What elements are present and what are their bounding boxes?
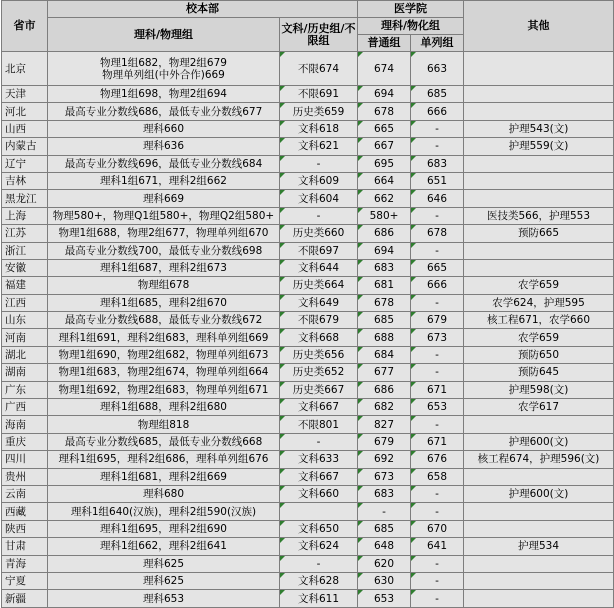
table-row — [2, 572, 614, 589]
province-cell: 江苏 — [2, 225, 48, 242]
province-header: 省市 — [2, 1, 48, 52]
province-cell: 安徽 — [2, 259, 48, 276]
table-row — [2, 468, 614, 485]
single-group-cell: - — [411, 346, 464, 363]
table-row — [2, 155, 614, 172]
general-group-cell: 678 — [358, 103, 411, 120]
other-score-cell: 农学617 — [464, 399, 614, 416]
other-score-cell — [464, 155, 614, 172]
province-cell: 广东 — [2, 381, 48, 398]
science-score-cell: 理科660 — [48, 120, 280, 137]
general-group-cell: 686 — [358, 225, 411, 242]
other-score-cell: 护理598(文) — [464, 381, 614, 398]
table-row — [2, 225, 614, 242]
medical-school-header: 医学院 — [358, 1, 464, 18]
science-score-cell: 物理组678 — [48, 277, 280, 294]
arts-score-cell — [280, 503, 358, 520]
table-row — [2, 172, 614, 189]
science-score-cell: 物理1组688，物理2组677，物理单列组670 — [48, 225, 280, 242]
other-score-cell: 医技类566，护理553 — [464, 207, 614, 224]
table-row — [2, 277, 614, 294]
general-group-cell: 695 — [358, 155, 411, 172]
general-group-cell: 686 — [358, 381, 411, 398]
other-score-cell: 预防650 — [464, 346, 614, 363]
table-row — [2, 242, 614, 259]
general-group-cell: 674 — [358, 52, 411, 86]
science-score-cell: 理科1组671，理科2组662 — [48, 172, 280, 189]
other-score-cell: 核工程671，农学660 — [464, 312, 614, 329]
general-group-cell: 683 — [358, 485, 411, 502]
arts-score-cell: 文科668 — [280, 329, 358, 346]
table-body — [2, 52, 614, 608]
other-header: 其他 — [464, 1, 614, 52]
province-cell: 浙江 — [2, 242, 48, 259]
other-score-cell — [464, 520, 614, 537]
province-cell: 云南 — [2, 485, 48, 502]
table-row — [2, 120, 614, 137]
other-score-cell: 护理559(文) — [464, 138, 614, 155]
science-score-cell: 理科1组695，理科2组686，理科单列组676 — [48, 451, 280, 468]
science-score-cell: 理科1组662，理科2组641 — [48, 538, 280, 555]
general-group-cell: 678 — [358, 294, 411, 311]
general-group-cell: 677 — [358, 364, 411, 381]
table-row — [2, 190, 614, 207]
other-score-cell — [464, 468, 614, 485]
single-group-cell: - — [411, 207, 464, 224]
arts-score-cell: 历史类667 — [280, 381, 358, 398]
single-group-header: 单列组 — [411, 35, 464, 52]
single-group-cell: 676 — [411, 451, 464, 468]
table-row — [2, 416, 614, 433]
science-score-cell: 物理1组683，物理2组674，物理单列组664 — [48, 364, 280, 381]
arts-score-cell: 文科621 — [280, 138, 358, 155]
other-score-cell — [464, 242, 614, 259]
general-group-cell: 664 — [358, 172, 411, 189]
other-score-cell — [464, 103, 614, 120]
science-score-cell: 理科653 — [48, 590, 280, 607]
science-score-cell: 理科1组688，理科2组680 — [48, 399, 280, 416]
province-cell: 陕西 — [2, 520, 48, 537]
general-group-cell: 694 — [358, 86, 411, 103]
table-row — [2, 86, 614, 103]
general-group-cell: - — [358, 503, 411, 520]
table-row — [2, 364, 614, 381]
single-group-cell: 658 — [411, 468, 464, 485]
other-score-cell: 农学659 — [464, 277, 614, 294]
science-score-cell: 最高专业分数线700，最低专业分数线698 — [48, 242, 280, 259]
arts-score-cell: 历史类664 — [280, 277, 358, 294]
single-group-cell: 666 — [411, 277, 464, 294]
arts-score-cell: 文科611 — [280, 590, 358, 607]
province-cell: 山西 — [2, 120, 48, 137]
province-cell: 海南 — [2, 416, 48, 433]
single-group-cell: - — [411, 572, 464, 589]
arts-score-cell: 文科649 — [280, 294, 358, 311]
general-group-cell: 662 — [358, 190, 411, 207]
single-group-cell: - — [411, 294, 464, 311]
other-score-cell — [464, 572, 614, 589]
general-group-cell: 667 — [358, 138, 411, 155]
arts-score-cell: - — [280, 207, 358, 224]
other-score-cell — [464, 52, 614, 86]
arts-score-cell: 文科667 — [280, 399, 358, 416]
table-row — [2, 590, 614, 607]
arts-history-header: 文科/历史组/不限组 — [280, 18, 358, 52]
other-score-cell — [464, 259, 614, 276]
science-score-cell: 物理1组698，物理2组694 — [48, 86, 280, 103]
table-row — [2, 520, 614, 537]
province-cell: 内蒙古 — [2, 138, 48, 155]
single-group-cell: 646 — [411, 190, 464, 207]
single-group-cell: - — [411, 555, 464, 572]
arts-score-cell: 文科650 — [280, 520, 358, 537]
science-score-cell: 理科636 — [48, 138, 280, 155]
general-group-cell: 648 — [358, 538, 411, 555]
province-cell: 四川 — [2, 451, 48, 468]
general-group-cell: 681 — [358, 277, 411, 294]
science-score-cell: 物理1组690，物理2组682，物理单列组673 — [48, 346, 280, 363]
general-group-cell: 688 — [358, 329, 411, 346]
province-cell: 重庆 — [2, 433, 48, 450]
table-row — [2, 538, 614, 555]
other-score-cell: 护理600(文) — [464, 433, 614, 450]
arts-score-cell: - — [280, 555, 358, 572]
table-row — [2, 485, 614, 502]
arts-score-cell: - — [280, 433, 358, 450]
other-score-cell — [464, 590, 614, 607]
arts-score-cell: 不限674 — [280, 52, 358, 86]
province-cell: 天津 — [2, 86, 48, 103]
single-group-cell: 683 — [411, 155, 464, 172]
other-score-cell: 核工程674，护理596(文) — [464, 451, 614, 468]
province-cell: 青海 — [2, 555, 48, 572]
science-score-cell: 最高专业分数线696，最低专业分数线684 — [48, 155, 280, 172]
table-row — [2, 52, 614, 86]
table-row — [2, 399, 614, 416]
province-cell: 西藏 — [2, 503, 48, 520]
arts-score-cell: 文科644 — [280, 259, 358, 276]
table-row — [2, 294, 614, 311]
arts-score-cell: 历史类652 — [280, 364, 358, 381]
other-score-cell — [464, 172, 614, 189]
table-row — [2, 312, 614, 329]
single-group-cell: - — [411, 120, 464, 137]
single-group-cell: 673 — [411, 329, 464, 346]
arts-score-cell: 不限697 — [280, 242, 358, 259]
science-score-cell: 理科1组691，理科2组683，理科单列组669 — [48, 329, 280, 346]
arts-score-cell: 不限801 — [280, 416, 358, 433]
arts-score-cell: - — [280, 155, 358, 172]
other-score-cell: 护理600(文) — [464, 485, 614, 502]
science-score-cell: 理科1组685，理科2组670 — [48, 294, 280, 311]
table-row — [2, 433, 614, 450]
other-score-cell — [464, 86, 614, 103]
single-group-cell: 641 — [411, 538, 464, 555]
general-group-cell: 683 — [358, 259, 411, 276]
province-cell: 甘肃 — [2, 538, 48, 555]
science-score-cell: 理科625 — [48, 572, 280, 589]
province-cell: 河南 — [2, 329, 48, 346]
general-group-cell: 665 — [358, 120, 411, 137]
table-row — [2, 381, 614, 398]
other-score-cell: 预防645 — [464, 364, 614, 381]
single-group-cell: 678 — [411, 225, 464, 242]
single-group-cell: 670 — [411, 520, 464, 537]
province-cell: 江西 — [2, 294, 48, 311]
arts-score-cell: 历史类660 — [280, 225, 358, 242]
other-score-cell: 护理543(文) — [464, 120, 614, 137]
table-row — [2, 329, 614, 346]
general-group-cell: 694 — [358, 242, 411, 259]
general-group-cell: 673 — [358, 468, 411, 485]
province-cell: 湖南 — [2, 364, 48, 381]
single-group-cell: 651 — [411, 172, 464, 189]
single-group-cell: 653 — [411, 399, 464, 416]
table-row — [2, 503, 614, 520]
other-score-cell — [464, 503, 614, 520]
other-score-cell: 护理534 — [464, 538, 614, 555]
arts-score-cell: 不限679 — [280, 312, 358, 329]
table-row — [2, 346, 614, 363]
science-score-cell: 最高专业分数线686，最低专业分数线677 — [48, 103, 280, 120]
general-group-cell: 580+ — [358, 207, 411, 224]
general-group-cell: 684 — [358, 346, 411, 363]
single-group-cell: - — [411, 242, 464, 259]
province-cell: 贵州 — [2, 468, 48, 485]
province-cell: 新疆 — [2, 590, 48, 607]
general-group-cell: 685 — [358, 520, 411, 537]
table-row — [2, 103, 614, 120]
table-row — [2, 138, 614, 155]
arts-score-cell: 文科667 — [280, 468, 358, 485]
arts-score-cell: 不限691 — [280, 86, 358, 103]
general-group-cell: 682 — [358, 399, 411, 416]
science-score-cell: 物理1组692，物理2组683，物理单列组671 — [48, 381, 280, 398]
single-group-cell: - — [411, 485, 464, 502]
science-score-cell: 物理580+，物理Q1组580+，物理Q2组580+ — [48, 207, 280, 224]
science-physics-header: 理科/物理组 — [48, 18, 280, 52]
single-group-cell: - — [411, 503, 464, 520]
science-score-cell: 理科1组687，理科2组673 — [48, 259, 280, 276]
single-group-cell: - — [411, 138, 464, 155]
science-score-cell: 理科1组681，理科2组669 — [48, 468, 280, 485]
province-cell: 辽宁 — [2, 155, 48, 172]
science-score-cell: 理科680 — [48, 485, 280, 502]
main-campus-header: 校本部 — [48, 1, 358, 18]
single-group-cell: - — [411, 590, 464, 607]
general-group-cell: 653 — [358, 590, 411, 607]
table-row — [2, 451, 614, 468]
single-group-cell: 666 — [411, 103, 464, 120]
science-score-cell: 理科1组640(汉族)，理科2组590(汉族) — [48, 503, 280, 520]
arts-score-cell: 文科633 — [280, 451, 358, 468]
single-group-cell: 665 — [411, 259, 464, 276]
table-header — [2, 1, 614, 52]
general-group-cell: 827 — [358, 416, 411, 433]
medical-subject-header: 理科/物化组 — [358, 18, 464, 35]
arts-score-cell: 文科624 — [280, 538, 358, 555]
general-group-header: 普通组 — [358, 35, 411, 52]
province-cell: 山东 — [2, 312, 48, 329]
science-score-cell: 最高专业分数线688，最低专业分数线672 — [48, 312, 280, 329]
single-group-cell: 685 — [411, 86, 464, 103]
arts-score-cell: 文科609 — [280, 172, 358, 189]
arts-score-cell: 历史类659 — [280, 103, 358, 120]
province-cell: 吉林 — [2, 172, 48, 189]
province-cell: 河北 — [2, 103, 48, 120]
single-group-cell: - — [411, 416, 464, 433]
table-row — [2, 259, 614, 276]
general-group-cell: 620 — [358, 555, 411, 572]
single-group-cell: 671 — [411, 381, 464, 398]
single-group-cell: - — [411, 364, 464, 381]
province-cell: 广西 — [2, 399, 48, 416]
science-score-cell: 理科625 — [48, 555, 280, 572]
arts-score-cell: 文科660 — [280, 485, 358, 502]
arts-score-cell: 文科618 — [280, 120, 358, 137]
table-row — [2, 207, 614, 224]
general-group-cell: 685 — [358, 312, 411, 329]
province-cell: 福建 — [2, 277, 48, 294]
arts-score-cell: 历史类656 — [280, 346, 358, 363]
table-row — [2, 555, 614, 572]
single-group-cell: 663 — [411, 52, 464, 86]
general-group-cell: 679 — [358, 433, 411, 450]
province-cell: 上海 — [2, 207, 48, 224]
other-score-cell: 预防665 — [464, 225, 614, 242]
science-score-cell: 最高专业分数线685，最低专业分数线668 — [48, 433, 280, 450]
science-score-cell: 理科669 — [48, 190, 280, 207]
science-score-cell: 理科1组695，理科2组690 — [48, 520, 280, 537]
admission-score-table — [1, 0, 614, 608]
province-cell: 宁夏 — [2, 572, 48, 589]
general-group-cell: 630 — [358, 572, 411, 589]
province-cell: 北京 — [2, 52, 48, 86]
general-group-cell: 692 — [358, 451, 411, 468]
science-score-cell: 物理组818 — [48, 416, 280, 433]
province-cell: 黑龙江 — [2, 190, 48, 207]
arts-score-cell: 文科604 — [280, 190, 358, 207]
other-score-cell: 农学659 — [464, 329, 614, 346]
single-group-cell: 671 — [411, 433, 464, 450]
province-cell: 湖北 — [2, 346, 48, 363]
arts-score-cell: 文科628 — [280, 572, 358, 589]
science-score-cell: 物理1组682，物理2组679 物理单列组(中外合作)669 — [48, 52, 280, 86]
single-group-cell: 679 — [411, 312, 464, 329]
other-score-cell — [464, 416, 614, 433]
other-score-cell: 农学624，护理595 — [464, 294, 614, 311]
other-score-cell — [464, 555, 614, 572]
other-score-cell — [464, 190, 614, 207]
